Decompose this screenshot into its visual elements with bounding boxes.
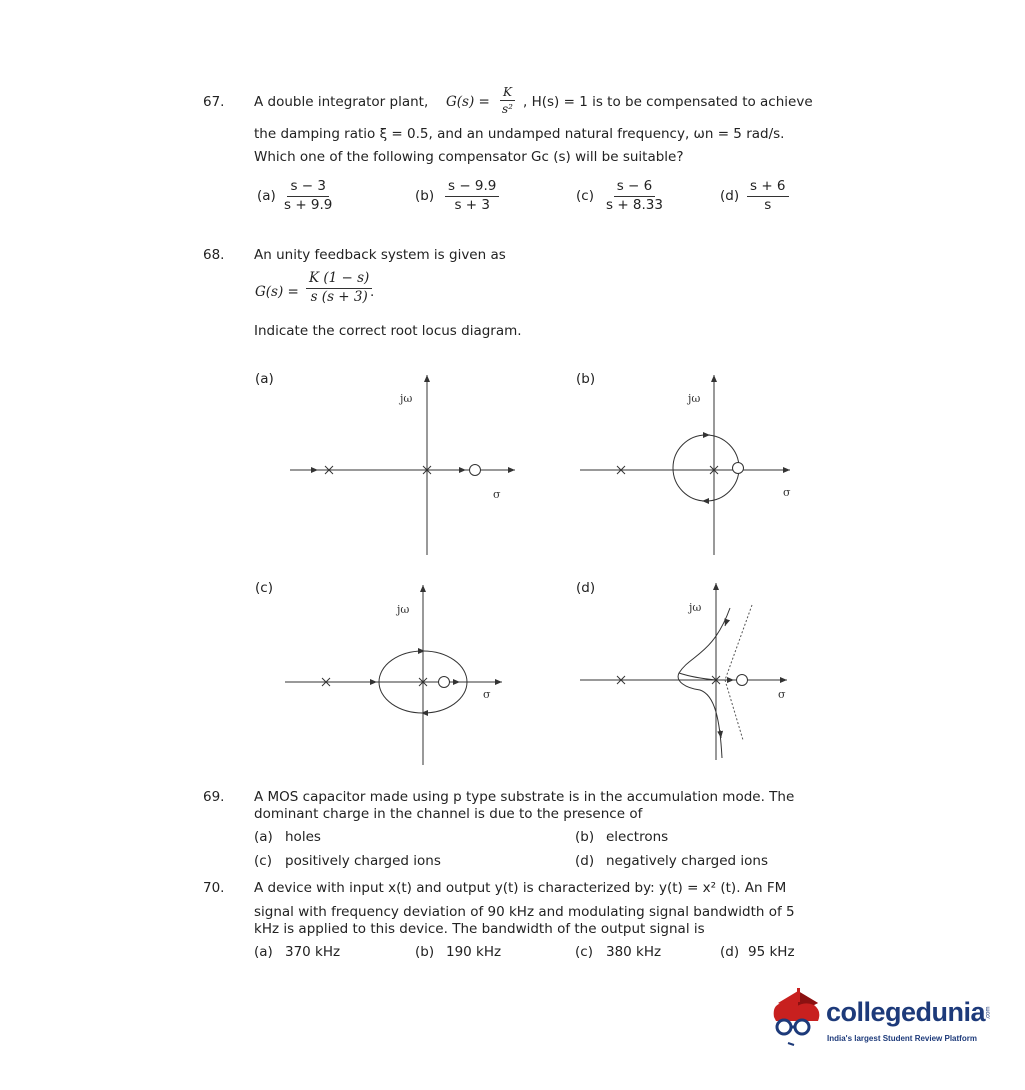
option-text: 380 kHz — [606, 944, 662, 960]
question-text: the damping ratio ξ = 0.5, and an undamped natural frequency, ωn = 5 rad/s. — [254, 126, 785, 142]
jw-label: jω — [400, 392, 413, 405]
locus-circle — [673, 435, 739, 501]
question-number: 69. — [203, 789, 225, 805]
locus-arrow — [725, 620, 727, 626]
option-fraction: $\frac{s + 6}{s}$ — [747, 180, 789, 212]
asymptote — [725, 605, 752, 680]
question-text: A double integrator plant, — [254, 94, 429, 110]
sigma-label: σ — [783, 486, 791, 499]
diagram-label: (c) — [255, 580, 273, 596]
option-text: electrons — [606, 829, 669, 845]
jw-label: jω — [689, 601, 702, 614]
option-label: (d) — [720, 188, 740, 204]
option-label: (c) — [254, 853, 272, 869]
question-text: Indicate the correct root locus diagram. — [254, 323, 522, 339]
option-label: (b) — [415, 188, 435, 204]
sigma-label: σ — [778, 688, 786, 701]
logo-suffix: .com — [985, 1006, 992, 1020]
question-text: signal with frequency deviation of 90 kHz and modulating signal bandwidth of 5 — [254, 904, 795, 920]
sigma-label: σ — [493, 488, 501, 501]
option-label: (a) — [257, 188, 276, 204]
question-text: A device with input x(t) and output y(t) is characterized by: y(t) = x² (t). An FM — [254, 880, 787, 896]
sigma-label: σ — [483, 688, 491, 701]
root-locus-diagram-d — [575, 580, 825, 770]
option-text: negatively charged ions — [606, 853, 768, 869]
asymptote — [725, 680, 743, 740]
option-text: holes — [285, 829, 321, 845]
option-text: positively charged ions — [285, 853, 441, 869]
question-text: A MOS capacitor made using p type substrate is in the accumulation mode. The — [254, 789, 795, 805]
zero-marker — [439, 677, 450, 688]
question-text: An unity feedback system is given as — [254, 247, 506, 263]
question-text: Which one of the following compensator Gc (s) will be suitable? — [254, 149, 684, 165]
question-text: kHz is applied to this device. The bandwidth of the output signal is — [254, 921, 705, 937]
jw-label: jω — [397, 603, 410, 616]
diagram-label: (b) — [576, 371, 596, 387]
option-label: (c) — [575, 944, 593, 960]
option-text: 190 kHz — [446, 944, 502, 960]
locus-curve — [678, 608, 730, 758]
zero-marker — [737, 675, 748, 686]
option-label: (a) — [254, 944, 273, 960]
option-text: 370 kHz — [285, 944, 341, 960]
root-locus-diagram-a — [280, 370, 530, 560]
option-label: (d) — [720, 944, 740, 960]
locus-curve — [679, 673, 716, 680]
fraction: $\frac{K}{\text{s²}}$ — [502, 85, 513, 116]
question-number: 68. — [203, 247, 225, 263]
formula-label: G(s) = — [255, 284, 299, 300]
logo-wordmark: collegedunia — [826, 997, 986, 1027]
jw-label: jω — [688, 392, 701, 405]
option-label: (b) — [575, 829, 595, 845]
option-fraction: $\frac{s - 3}{s + 9.9}$ — [284, 178, 333, 213]
diagram-label: (a) — [255, 371, 274, 387]
formula-label: G(s) = — [446, 94, 490, 110]
zero-marker — [470, 465, 481, 476]
option-label: (d) — [575, 853, 595, 869]
logo-tagline: India's largest Student Review Platform — [827, 1034, 977, 1043]
mascot-icon — [768, 985, 826, 1055]
question-text: dominant charge in the channel is due to the presence of — [254, 806, 643, 822]
question-text: , H(s) = 1 is to be compensated to achieve — [523, 94, 813, 110]
option-fraction: $\frac{s - 9.9}{s + 3}$ — [445, 180, 499, 212]
root-locus-diagram-c — [280, 580, 530, 770]
diagram-label: (d) — [576, 580, 596, 596]
option-text: 95 kHz — [748, 944, 795, 960]
question-number: 67. — [203, 94, 225, 110]
question-number: 70. — [203, 880, 225, 896]
root-locus-diagram-b — [575, 370, 825, 560]
option-label: (c) — [576, 188, 594, 204]
option-label: (a) — [254, 829, 273, 845]
formula-tail: . — [370, 284, 375, 300]
fraction: $\frac{K (1 - s)}{s (s + 3)}$ — [306, 272, 372, 304]
zero-marker — [733, 463, 744, 474]
option-fraction: $\frac{s - 6}{s + 8.33}$ — [606, 178, 663, 213]
option-label: (b) — [415, 944, 435, 960]
